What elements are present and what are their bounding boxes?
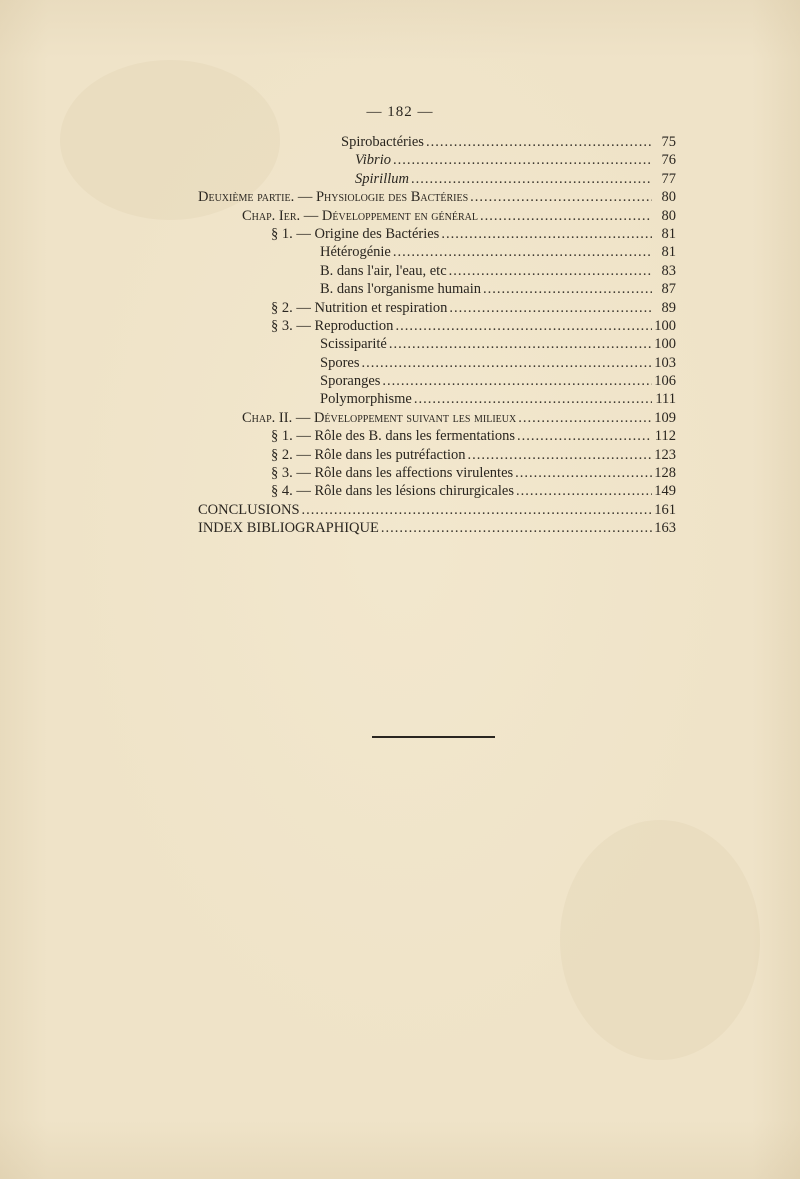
- toc-entry-label: Hétérogénie: [320, 244, 391, 261]
- toc-entry: [0, 427, 800, 445]
- table-of-contents: [0, 133, 800, 538]
- toc-leader-dots: [480, 207, 652, 225]
- toc-leader-dots: [483, 280, 652, 298]
- toc-entry-page: 81: [661, 244, 676, 261]
- toc-leader-dots: [449, 262, 652, 280]
- toc-entry-label: Spirillum: [355, 170, 409, 187]
- page-number: — 182 —: [366, 104, 434, 120]
- toc-leader-dots: [516, 482, 652, 500]
- toc-entry-label: Spirobactéries: [341, 134, 424, 150]
- toc-entry-label: Sporanges: [320, 373, 381, 390]
- toc-entry-label: INDEX BIBLIOGRAPHIQUE: [198, 520, 379, 537]
- toc-leader-dots: [361, 354, 652, 372]
- toc-entry-page: 111: [655, 391, 676, 408]
- toc-entry-label: Vibrio: [355, 152, 391, 169]
- toc-entry-label: § 3. — Reproduction: [271, 317, 394, 334]
- toc-entry: [0, 464, 800, 482]
- toc-entry-page: 89: [661, 299, 676, 316]
- toc-entry: [0, 335, 800, 353]
- toc-leader-dots: [449, 299, 652, 317]
- toc-entry: [0, 317, 800, 335]
- toc-entry-page: 163: [654, 520, 676, 537]
- toc-entry-page: 81: [661, 225, 676, 242]
- toc-entry-label: Deuxième partie. — Physiologie des Bactéries: [198, 189, 469, 206]
- toc-leader-dots: [468, 446, 653, 464]
- toc-entry: [0, 446, 800, 464]
- toc-entry-label: § 2. — Rôle dans les putréfaction: [271, 446, 466, 463]
- toc-entry: [0, 262, 800, 280]
- toc-entry-label: § 1. — Origine des Bactéries: [271, 225, 440, 242]
- toc-entry: [0, 409, 800, 427]
- toc-entry-page: 100: [654, 336, 676, 353]
- toc-entry-page: 106: [654, 373, 676, 390]
- toc-entry-label: § 1. — Rôle des B. dans les fermentations: [271, 428, 516, 445]
- toc-entry: [0, 188, 800, 206]
- toc-entry: [0, 151, 800, 169]
- toc-entry-label: Scissiparité: [320, 336, 387, 353]
- toc-entry: [0, 390, 800, 408]
- toc-entry-label: CONCLUSIONS: [198, 501, 300, 518]
- toc-entry-label: § 2. — Nutrition et respiration: [271, 299, 448, 316]
- toc-entry-page: 123: [654, 446, 676, 463]
- toc-entry-label: B. dans l'air, l'eau, etc: [320, 262, 447, 279]
- toc-entry: [0, 225, 800, 243]
- toc-entry-label: § 3. — Rôle dans les affections virulentes: [271, 465, 514, 482]
- toc-leader-dots: [389, 335, 652, 353]
- toc-entry-page: 112: [654, 428, 676, 445]
- toc-entry: [0, 133, 800, 151]
- toc-entry-page: 80: [661, 207, 676, 224]
- toc-entry-page: 87: [661, 281, 676, 298]
- toc-entry-page: 80: [661, 189, 676, 206]
- toc-entry: [0, 299, 800, 317]
- toc-entry-page: 161: [654, 501, 676, 518]
- toc-leader-dots: [411, 170, 652, 188]
- toc-leader-dots: [518, 409, 652, 427]
- toc-entry-page: 149: [654, 483, 676, 500]
- toc-entry-page: 76: [661, 152, 676, 169]
- toc-entry-label: Chap. Ier. — Développement en général: [242, 207, 478, 224]
- toc-leader-dots: [302, 501, 652, 519]
- toc-leader-dots: [426, 133, 652, 151]
- toc-leader-dots: [393, 243, 652, 261]
- toc-entry: [0, 354, 800, 372]
- toc-entry-page: 109: [654, 409, 676, 426]
- toc-entry-label: Chap. II. — Développement suivant les milieux: [242, 409, 517, 426]
- toc-leader-dots: [470, 188, 652, 206]
- toc-entry: [0, 170, 800, 188]
- toc-entry: [0, 482, 800, 500]
- toc-leader-dots: [381, 519, 652, 537]
- toc-entry: [0, 207, 800, 225]
- toc-entry: [0, 372, 800, 390]
- toc-leader-dots: [441, 225, 652, 243]
- toc-entry-page: 75: [661, 134, 676, 150]
- toc-entry: [0, 501, 800, 519]
- toc-entry-page: 83: [661, 262, 676, 279]
- toc-leader-dots: [515, 464, 652, 482]
- toc-leader-dots: [382, 372, 652, 390]
- toc-entry-page: 128: [654, 465, 676, 482]
- toc-entry: [0, 519, 800, 537]
- toc-entry-label: Polymorphisme: [320, 391, 412, 408]
- toc-entry-page: 103: [654, 354, 676, 371]
- toc-leader-dots: [414, 390, 652, 408]
- toc-entry: [0, 243, 800, 261]
- end-rule: [372, 736, 495, 738]
- toc-entry-label: § 4. — Rôle dans les lésions chirurgicales: [271, 483, 514, 500]
- toc-entry-label: Spores: [320, 354, 360, 371]
- toc-leader-dots: [393, 151, 652, 169]
- toc-leader-dots: [395, 317, 652, 335]
- toc-entry-page: 100: [654, 317, 676, 334]
- toc-leader-dots: [517, 427, 652, 445]
- paper-stain: [560, 820, 760, 1060]
- toc-entry-label: B. dans l'organisme humain: [320, 281, 482, 298]
- toc-entry-page: 77: [661, 170, 676, 187]
- toc-entry: [0, 280, 800, 298]
